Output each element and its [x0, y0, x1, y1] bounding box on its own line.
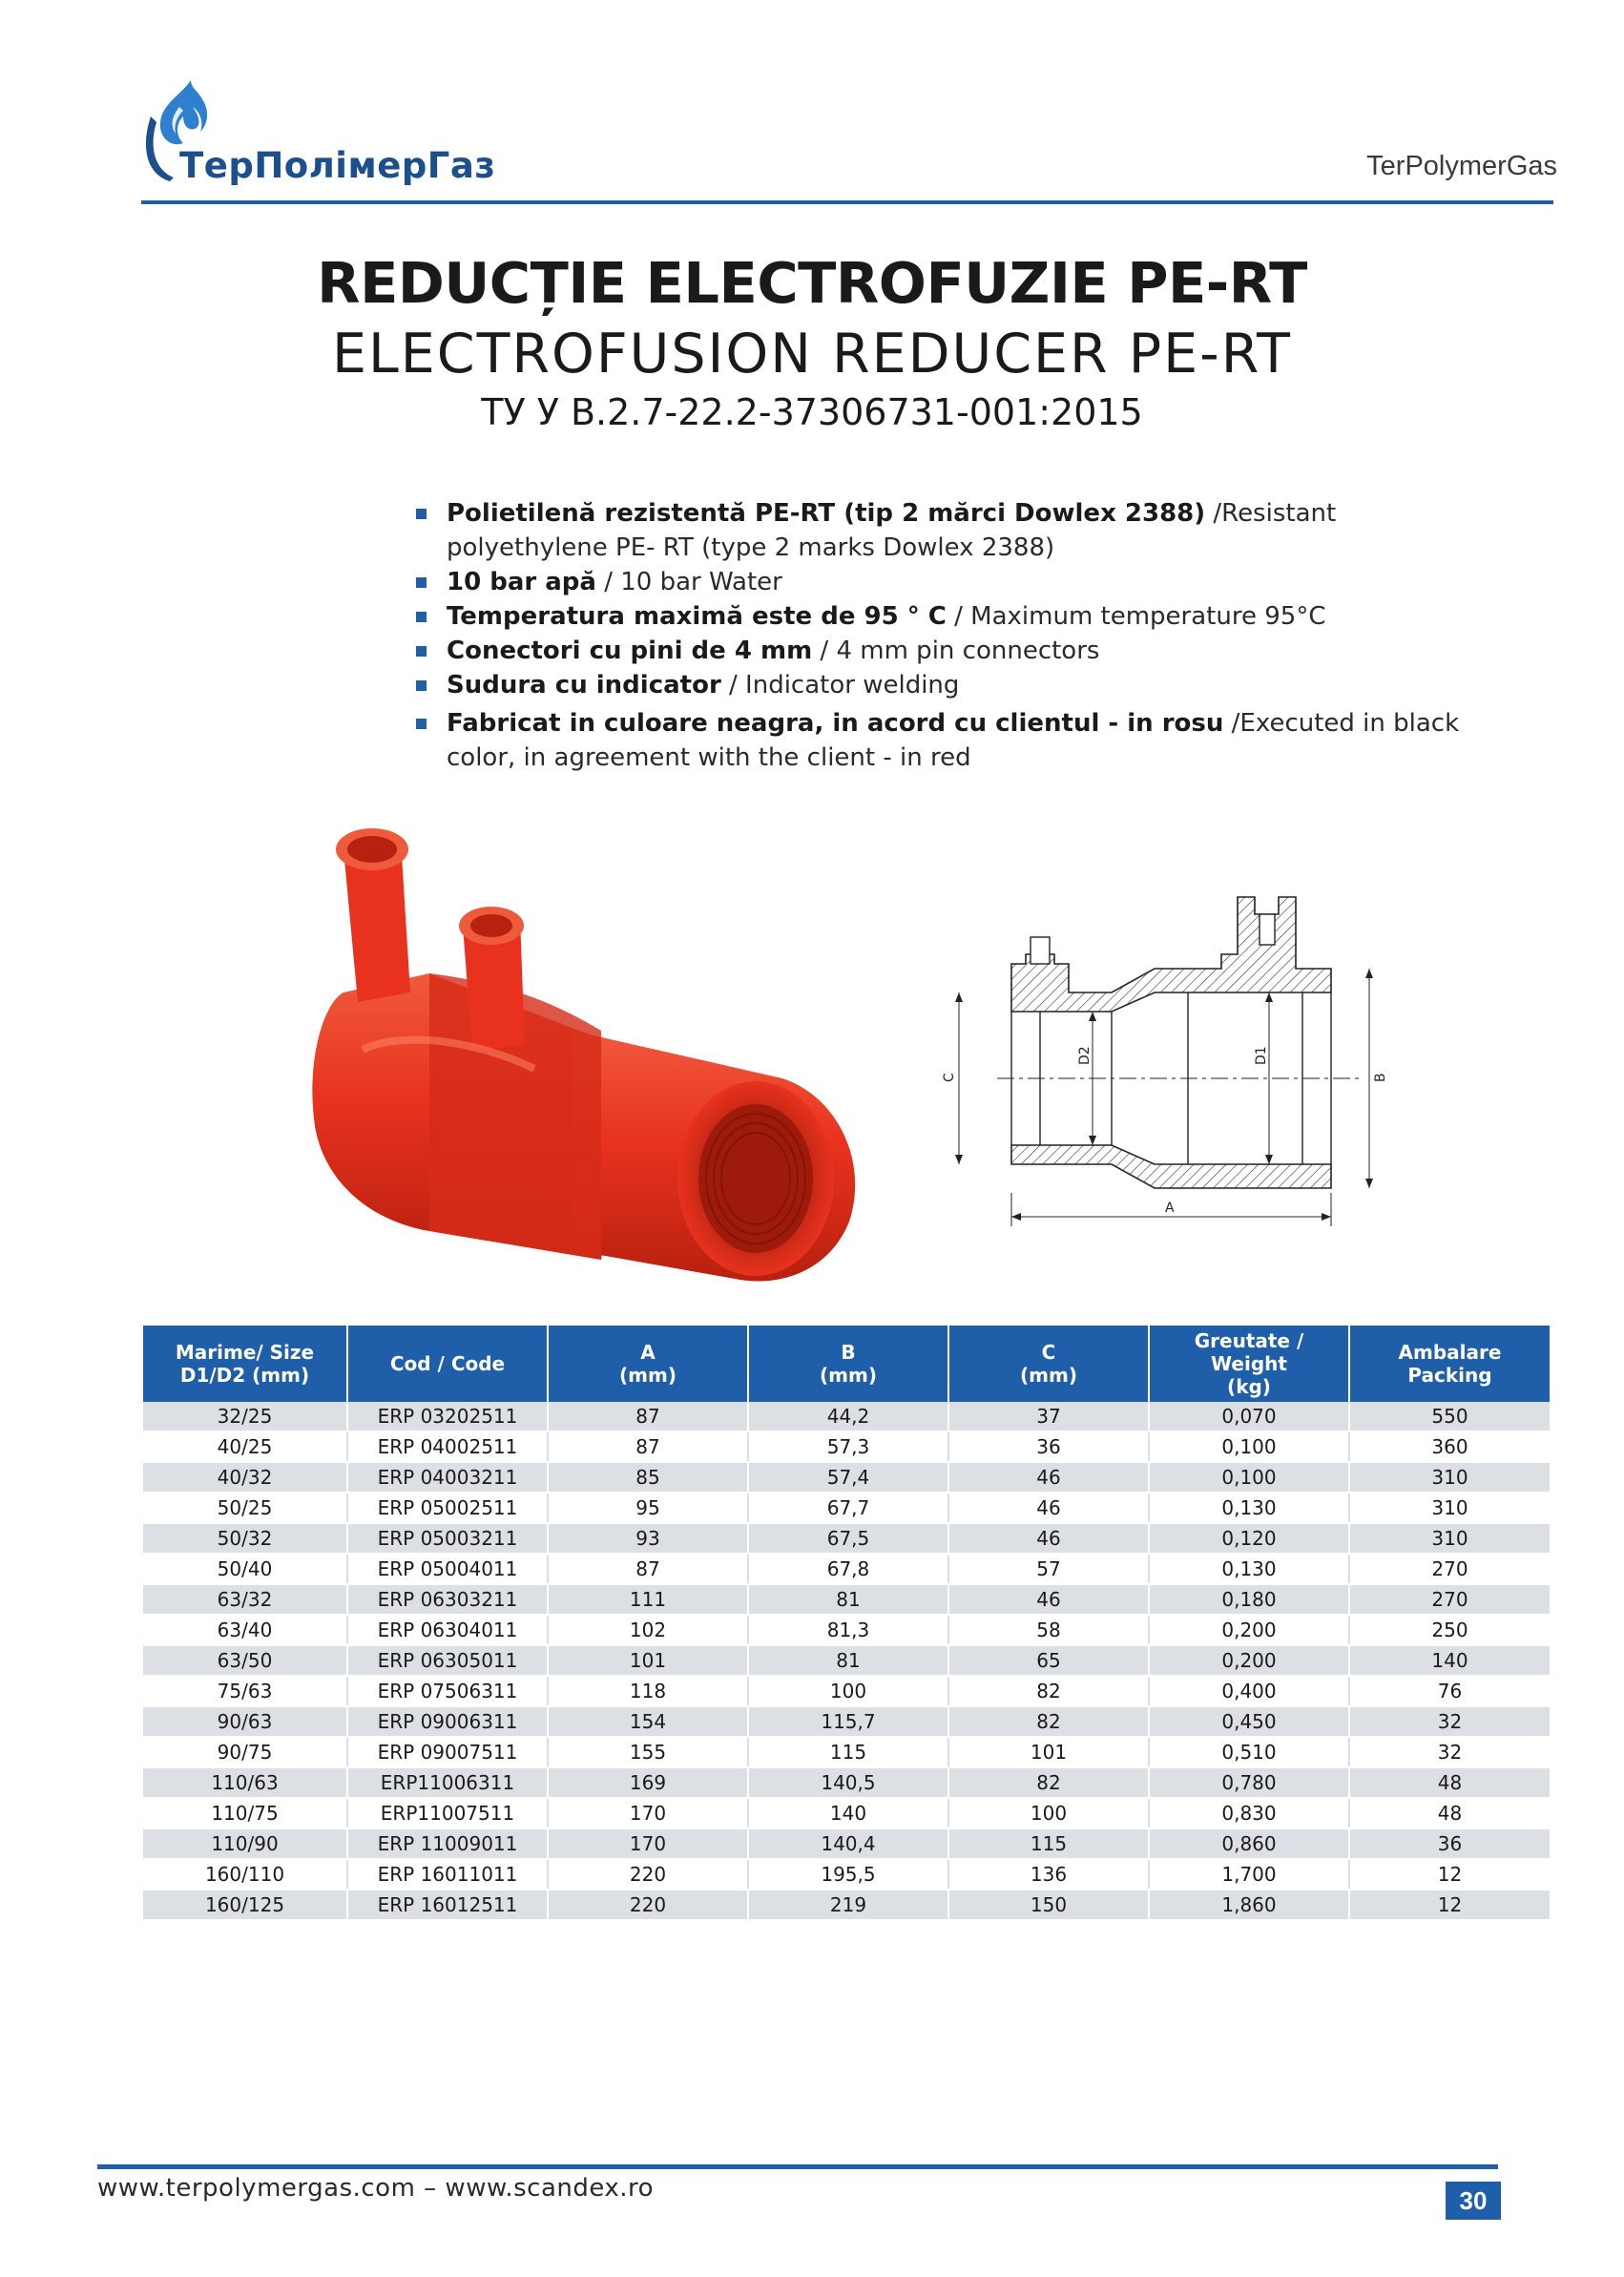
table-cell: 0,130 — [1149, 1554, 1349, 1584]
table-cell: 81 — [748, 1584, 948, 1615]
table-cell: 63/50 — [143, 1645, 347, 1676]
table-cell: 550 — [1349, 1402, 1550, 1431]
table-cell: 32 — [1349, 1737, 1550, 1767]
table-cell: 250 — [1349, 1615, 1550, 1645]
table-cell: 90/63 — [143, 1706, 347, 1737]
table-cell: 0,400 — [1149, 1676, 1349, 1706]
bullet-icon — [416, 680, 427, 691]
table-row — [143, 1554, 1550, 1584]
table-cell: 110/75 — [143, 1798, 347, 1828]
table-cell: 87 — [548, 1402, 748, 1431]
table-cell: 219 — [748, 1890, 948, 1920]
dim-a-label: A — [1165, 1201, 1175, 1216]
table-cell: 36 — [1349, 1828, 1550, 1859]
table-cell: 1,860 — [1149, 1890, 1349, 1920]
product-photo — [286, 811, 906, 1298]
table-cell: 310 — [1349, 1462, 1550, 1493]
table-cell: 101 — [548, 1645, 748, 1676]
table-cell: 32 — [1349, 1706, 1550, 1737]
logo-text: ТерПолімерГаз — [179, 145, 496, 186]
dim-d2-label: D2 — [1077, 1046, 1093, 1065]
table-cell: 115 — [748, 1737, 948, 1767]
feature-item — [416, 706, 1475, 775]
header-packing: Ambalare Packing — [1349, 1326, 1550, 1402]
table-cell: ERP 09006311 — [347, 1706, 548, 1737]
table-cell: 76 — [1349, 1676, 1550, 1706]
header-size: Marime/ Size D1/D2 (mm) — [143, 1326, 347, 1402]
table-row — [143, 1859, 1550, 1890]
table-cell: 0,860 — [1149, 1828, 1349, 1859]
table-cell: 87 — [548, 1554, 748, 1584]
table-row — [143, 1890, 1550, 1920]
table-row — [143, 1431, 1550, 1462]
table-cell: 170 — [548, 1798, 748, 1828]
table-row — [143, 1767, 1550, 1798]
table-cell: 95 — [548, 1493, 748, 1523]
table-cell: 46 — [948, 1462, 1149, 1493]
table-cell: 90/75 — [143, 1737, 347, 1767]
feature-item — [416, 599, 1475, 634]
bullet-icon — [416, 577, 427, 588]
feature-bold: 10 bar apă — [447, 568, 596, 596]
table-row — [143, 1584, 1550, 1615]
table-cell: 140,4 — [748, 1828, 948, 1859]
table-cell: 115,7 — [748, 1706, 948, 1737]
table-cell: 57,3 — [748, 1431, 948, 1462]
table-cell: ERP11006311 — [347, 1767, 548, 1798]
table-cell: 58 — [948, 1615, 1149, 1645]
table-cell: 40/25 — [143, 1431, 347, 1462]
technical-drawing — [940, 878, 1388, 1250]
table-cell: ERP11007511 — [347, 1798, 548, 1828]
table-row — [143, 1798, 1550, 1828]
spec-table — [143, 1326, 1550, 1921]
table-row — [143, 1706, 1550, 1737]
table-cell: ERP 05004011 — [347, 1554, 548, 1584]
table-cell: 48 — [1349, 1798, 1550, 1828]
table-cell: 32/25 — [143, 1402, 347, 1431]
table-cell: 57,4 — [748, 1462, 948, 1493]
feature-bold: Fabricat in culoare neagra, in acord cu clientul - in rosu — [447, 709, 1224, 738]
table-cell: 170 — [548, 1828, 748, 1859]
feature-item — [416, 565, 1475, 599]
table-cell: 195,5 — [748, 1859, 948, 1890]
table-cell: 111 — [548, 1584, 748, 1615]
table-cell: 140 — [748, 1798, 948, 1828]
table-cell: 82 — [948, 1706, 1149, 1737]
feature-line2: polyethylene PE- RT (type 2 marks Dowlex 2388) — [447, 533, 1055, 562]
table-row — [143, 1402, 1550, 1431]
table-cell: 81 — [748, 1645, 948, 1676]
dim-d1-label: D1 — [1254, 1046, 1269, 1065]
table-cell: 150 — [948, 1890, 1149, 1920]
table-cell: 169 — [548, 1767, 748, 1798]
feature-bold: Temperatura maximă este de 95 ° C — [447, 602, 947, 631]
table-cell: 46 — [948, 1584, 1149, 1615]
table-cell: ERP 05003211 — [347, 1523, 548, 1554]
table-cell: 50/40 — [143, 1554, 347, 1584]
table-cell: 0,130 — [1149, 1493, 1349, 1523]
table-cell: 0,200 — [1149, 1645, 1349, 1676]
feature-bold: Conectori cu pini de 4 mm — [447, 637, 813, 665]
table-cell: ERP 03202511 — [347, 1402, 548, 1431]
table-cell: ERP 06305011 — [347, 1645, 548, 1676]
header-c: C (mm) — [948, 1326, 1149, 1402]
feature-normal: /Resistant — [1205, 499, 1337, 528]
table-cell: ERP 05002511 — [347, 1493, 548, 1523]
table-cell: 57 — [948, 1554, 1149, 1584]
table-cell: 101 — [948, 1737, 1149, 1767]
table-cell: 0,510 — [1149, 1737, 1349, 1767]
feature-normal: / 10 bar Water — [595, 568, 782, 596]
feature-bold: Sudura cu indicator — [447, 671, 721, 700]
table-cell: 1,700 — [1149, 1859, 1349, 1890]
table-cell: 82 — [948, 1676, 1149, 1706]
table-cell: 140 — [1349, 1645, 1550, 1676]
table-cell: 310 — [1349, 1523, 1550, 1554]
table-row — [143, 1615, 1550, 1645]
table-cell: 110/63 — [143, 1767, 347, 1798]
table-cell: 136 — [948, 1859, 1149, 1890]
table-cell: 48 — [1349, 1767, 1550, 1798]
table-cell: 0,780 — [1149, 1767, 1349, 1798]
table-cell: 220 — [548, 1859, 748, 1890]
table-cell: 40/32 — [143, 1462, 347, 1493]
table-cell: 118 — [548, 1676, 748, 1706]
footer-websites: www.terpolymergas.com – www.scandex.ro — [97, 2174, 655, 2203]
feature-bold: Polietilenă rezistentă PE-RT (tip 2 mărci Dowlex 2388) — [447, 499, 1206, 528]
feature-normal: /Executed in black — [1223, 709, 1460, 738]
feature-item — [416, 496, 1475, 565]
table-cell: 160/125 — [143, 1890, 347, 1920]
footer-divider — [97, 2164, 1498, 2169]
feature-normal: / 4 mm pin connectors — [812, 637, 1100, 665]
table-cell: 87 — [548, 1431, 748, 1462]
table-cell: 0,120 — [1149, 1523, 1349, 1554]
table-cell: 115 — [948, 1828, 1149, 1859]
dim-b-label: B — [1373, 1073, 1388, 1082]
table-cell: 67,7 — [748, 1493, 948, 1523]
bullet-icon — [416, 612, 427, 622]
table-cell: 0,180 — [1149, 1584, 1349, 1615]
table-cell: 46 — [948, 1523, 1149, 1554]
table-row — [143, 1676, 1550, 1706]
table-cell: 12 — [1349, 1890, 1550, 1920]
table-cell: ERP 04002511 — [347, 1431, 548, 1462]
product-standard: ТУ У В.2.7-22.2-37306731-001:2015 — [481, 391, 1143, 433]
table-cell: ERP 09007511 — [347, 1737, 548, 1767]
table-cell: 160/110 — [143, 1859, 347, 1890]
header-divider — [141, 200, 1553, 204]
table-cell: ERP 11009011 — [347, 1828, 548, 1859]
table-cell: ERP 06304011 — [347, 1615, 548, 1645]
table-cell: 50/32 — [143, 1523, 347, 1554]
table-cell: 0,100 — [1149, 1431, 1349, 1462]
table-cell: ERP 07506311 — [347, 1676, 548, 1706]
table-cell: 63/32 — [143, 1584, 347, 1615]
product-title-ro: REDUCȚIE ELECTROFUZIE PE-RT — [317, 250, 1307, 316]
table-cell: 0,830 — [1149, 1798, 1349, 1828]
table-cell: 0,100 — [1149, 1462, 1349, 1493]
table-cell: 310 — [1349, 1493, 1550, 1523]
table-cell: 75/63 — [143, 1676, 347, 1706]
header-a: A (mm) — [548, 1326, 748, 1402]
table-cell: 155 — [548, 1737, 748, 1767]
table-cell: 67,8 — [748, 1554, 948, 1584]
header-b: B (mm) — [748, 1326, 948, 1402]
table-cell: ERP 04003211 — [347, 1462, 548, 1493]
product-title-en: ELECTROFUSION REDUCER PE-RT — [332, 323, 1292, 386]
table-cell: 65 — [948, 1645, 1149, 1676]
feature-normal: / Maximum temperature 95°C — [946, 602, 1326, 631]
table-cell: 0,450 — [1149, 1706, 1349, 1737]
table-cell: ERP 06303211 — [347, 1584, 548, 1615]
table-cell: 110/90 — [143, 1828, 347, 1859]
table-row — [143, 1523, 1550, 1554]
feature-normal: / Indicator welding — [720, 671, 960, 700]
table-row — [143, 1737, 1550, 1767]
table-cell: 100 — [748, 1676, 948, 1706]
table-cell: 0,070 — [1149, 1402, 1349, 1431]
table-row — [143, 1645, 1550, 1676]
dim-c-label: C — [942, 1073, 957, 1082]
table-cell: 220 — [548, 1890, 748, 1920]
table-cell: 154 — [548, 1706, 748, 1737]
table-cell: 100 — [948, 1798, 1149, 1828]
table-cell: 360 — [1349, 1431, 1550, 1462]
table-row — [143, 1493, 1550, 1523]
table-row — [143, 1828, 1550, 1859]
table-cell: 12 — [1349, 1859, 1550, 1890]
table-cell: ERP 16011011 — [347, 1859, 548, 1890]
table-cell: 63/40 — [143, 1615, 347, 1645]
page-number: 30 — [1446, 2182, 1501, 2220]
feature-item — [416, 634, 1475, 668]
table-cell: 37 — [948, 1402, 1149, 1431]
table-cell: 46 — [948, 1493, 1149, 1523]
table-row — [143, 1462, 1550, 1493]
table-cell: 82 — [948, 1767, 1149, 1798]
table-cell: 270 — [1349, 1554, 1550, 1584]
feature-list — [416, 496, 1475, 775]
bullet-icon — [416, 719, 427, 729]
table-body — [143, 1402, 1550, 1920]
table-cell: 102 — [548, 1615, 748, 1645]
table-cell: 67,5 — [748, 1523, 948, 1554]
table-cell: 50/25 — [143, 1493, 347, 1523]
feature-item — [416, 668, 1475, 702]
table-header-row — [143, 1326, 1550, 1402]
bullet-icon — [416, 509, 427, 519]
table-cell: 85 — [548, 1462, 748, 1493]
table-cell: 44,2 — [748, 1402, 948, 1431]
table-cell: 93 — [548, 1523, 748, 1554]
header-weight: Greutate / Weight (kg) — [1149, 1326, 1349, 1402]
brand-name: TerPolymerGas — [1366, 151, 1557, 181]
table-cell: ERP 16012511 — [347, 1890, 548, 1920]
flame-icon — [160, 80, 207, 144]
feature-line2: color, in agreement with the client - in red — [447, 743, 971, 772]
table-cell: 81,3 — [748, 1615, 948, 1645]
table-cell: 270 — [1349, 1584, 1550, 1615]
table-cell: 36 — [948, 1431, 1149, 1462]
table-cell: 0,200 — [1149, 1615, 1349, 1645]
header-code: Cod / Code — [347, 1326, 548, 1402]
bullet-icon — [416, 646, 427, 657]
table-cell: 140,5 — [748, 1767, 948, 1798]
